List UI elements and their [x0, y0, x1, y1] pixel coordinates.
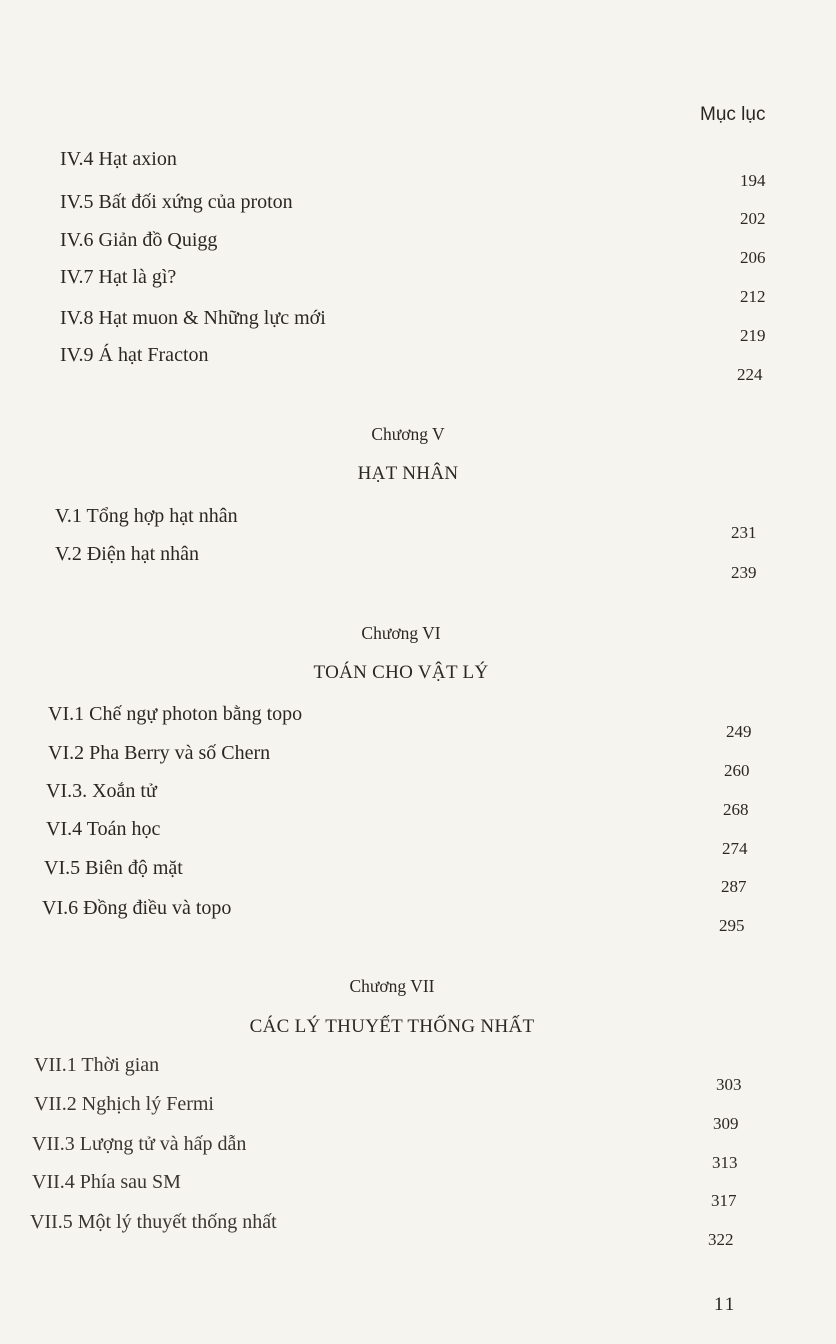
toc-entry-page: 303	[716, 1075, 742, 1094]
toc-entry-page: 322	[708, 1230, 734, 1249]
toc-entry-page: 295	[719, 916, 745, 935]
toc-entry-page: 212	[740, 287, 766, 306]
toc-entry-title[interactable]: VI.4 Toán học	[46, 818, 161, 840]
toc-entry-title[interactable]: VI.2 Pha Berry và số Chern	[48, 742, 271, 764]
toc-entry-title[interactable]: VI.6 Đồng điều và topo	[42, 897, 232, 919]
toc-entry-page: 224	[737, 365, 763, 384]
toc-entry-title[interactable]: VII.5 Một lý thuyết thống nhất	[30, 1211, 277, 1233]
toc-entry-page: 194	[740, 171, 766, 190]
toc-entry-title[interactable]: IV.7 Hạt là gì?	[60, 266, 177, 288]
toc-entry-title[interactable]: IV.9 Á hạt Fracton	[60, 344, 209, 366]
toc-entry-title[interactable]: V.2 Điện hạt nhân	[55, 543, 200, 565]
toc-entry-title[interactable]: IV.5 Bất đối xứng của proton	[60, 191, 293, 213]
chapter-title: HẠT NHÂN	[357, 463, 459, 484]
toc-entry-title[interactable]: IV.8 Hạt muon & Những lực mới	[60, 307, 326, 329]
toc-entry-page: 287	[721, 877, 747, 896]
chapter-label: Chương VI	[361, 623, 441, 643]
toc-entry-page: 219	[740, 326, 766, 345]
toc-entry-page: 249	[726, 722, 752, 741]
toc-entry-title[interactable]: VII.4 Phía sau SM	[32, 1171, 181, 1193]
toc-entry-page: 231	[731, 523, 757, 542]
toc-entry-title[interactable]: IV.6 Giản đồ Quigg	[60, 229, 218, 251]
toc-entry-page: 317	[711, 1191, 737, 1210]
toc-entry-title[interactable]: IV.4 Hạt axion	[60, 148, 177, 170]
toc-entry-title[interactable]: VI.5 Biên độ mặt	[44, 857, 183, 879]
chapter-label: Chương V	[371, 424, 445, 444]
toc-entry-title[interactable]: VII.2 Nghịch lý Fermi	[34, 1093, 214, 1115]
toc-entry-title[interactable]: VI.3. Xoắn tử	[46, 780, 157, 802]
chapter-title: CÁC LÝ THUYẾT THỐNG NHẤT	[249, 1016, 535, 1037]
toc-entry-title[interactable]: V.1 Tổng hợp hạt nhân	[55, 505, 238, 527]
chapter-label: Chương VII	[349, 976, 435, 996]
toc-entry-page: 202	[740, 209, 766, 228]
page-number: 11	[714, 1294, 737, 1315]
toc-entry-title[interactable]: VII.3 Lượng tử và hấp dẫn	[32, 1133, 247, 1155]
chapter-title: TOÁN CHO VẬT LÝ	[313, 662, 489, 683]
running-head: Mục lục	[700, 104, 766, 125]
toc-entry-page: 260	[724, 761, 750, 780]
toc-entry-page: 274	[722, 839, 748, 858]
toc-entry-title[interactable]: VI.1 Chế ngự photon bằng topo	[48, 703, 303, 725]
toc-entry-page: 309	[713, 1114, 739, 1133]
toc-entry-title[interactable]: VII.1 Thời gian	[34, 1054, 160, 1076]
toc-entry-page: 313	[712, 1153, 738, 1172]
toc-entry-page: 239	[731, 563, 757, 582]
toc-entry-page: 206	[740, 248, 766, 267]
toc-entry-page: 268	[723, 800, 749, 819]
